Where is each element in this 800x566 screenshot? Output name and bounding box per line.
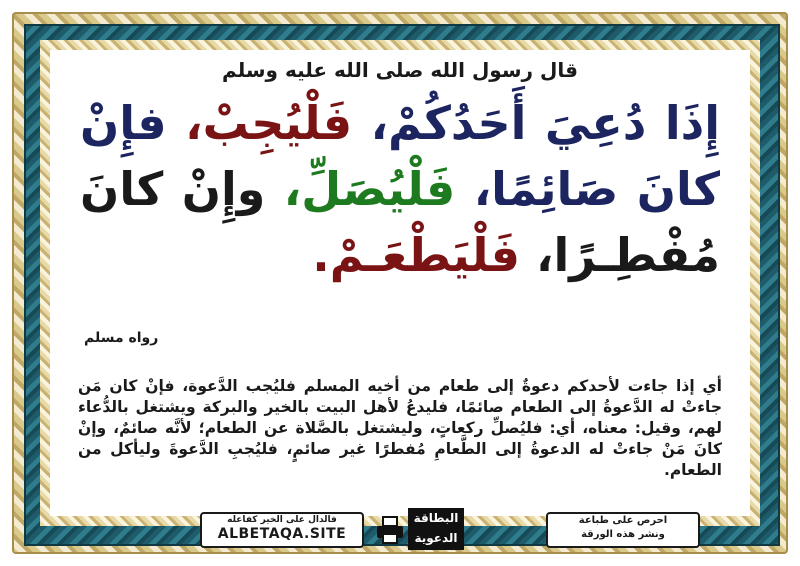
footer-site-link[interactable]: ALBETAQA.SITE: [217, 526, 347, 542]
logo-line1: البطاقة: [413, 511, 459, 525]
footer-print-line2: ونشر هذه الورقة: [581, 529, 665, 540]
hadith-seg6: فَلْيَطْعَـمْ.: [312, 228, 520, 282]
hadith-text: [80, 90, 720, 288]
footer-print-line1: احرص على طباعة: [578, 515, 668, 526]
logo-line2: الدعوية: [414, 531, 458, 545]
hadith-seg4: فَلْيُصَلِّ،: [265, 162, 456, 216]
narrator-text: رواه مسلم: [84, 330, 159, 346]
explanation-text: أي إذا جاءت لأحدكم دعوةٌ إلى طعام من أخيه المسلم فليُجب الدَّعوة، فإنْ كان مَن جاءتْ له الدَّعوةُ إلى الطعام صائمًا، فليدعُ لأهل البيت بالخير والبركة ويشتغل بالدُّعاء لهم، وقيل: معناه، أي: فليُصلِّ ركعاتٍ، وليشتغل بالصَّلاة عن الطعام؛ لأنَّه صائمٌ، وإنْ كانَ مَنْ جاءتْ له الدعوةُ إلى الطَّعامِ مُفطرًا غير صائمٍ، فليُجبِ الدَّعوةَ وليأكل من الطعام.: [78, 377, 722, 479]
footer: [200, 512, 700, 552]
intro-text: قال رسول الله صلى الله عليه وسلم: [222, 58, 578, 82]
hadith-seg1: إِذَا دُعِيَ أَحَدُكُمْ،: [352, 96, 721, 150]
paper: [50, 50, 750, 545]
footer-site-box: [200, 512, 364, 548]
hadith-seg5: وإِنْ كانَ مُفْطِـرًا،: [80, 162, 720, 282]
footer-slogan: فالدال على الخير كفاعله: [227, 515, 337, 525]
hadith-seg3: فإِنْ كانَ صَائِمًا،: [80, 96, 720, 216]
footer-print-note: [546, 512, 700, 548]
hadith-seg2: فَلْيُجِبْ،: [166, 96, 353, 150]
logo: [408, 508, 464, 550]
printer-icon: [374, 514, 406, 546]
